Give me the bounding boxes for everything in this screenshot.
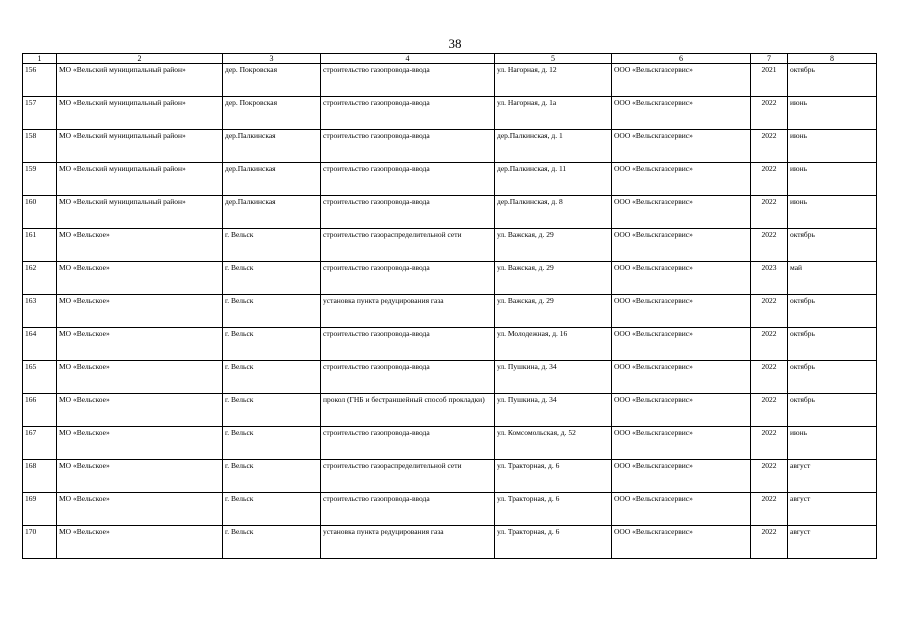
cell-month: октябрь	[788, 229, 877, 262]
cell-address: ул. Пушкина, д. 34	[495, 361, 612, 394]
cell-address: ул. Важская, д. 29	[495, 262, 612, 295]
cell-month: июнь	[788, 130, 877, 163]
cell-settlement: г. Вельск	[223, 427, 321, 460]
column-header-5: 5	[495, 54, 612, 64]
cell-address: ул. Пушкина, д. 34	[495, 394, 612, 427]
cell-address: ул. Тракторная, д. 6	[495, 460, 612, 493]
cell-address: дер.Палкинская, д. 11	[495, 163, 612, 196]
table-row	[23, 196, 877, 229]
cell-contractor: ООО «Вельскгазсервис»	[612, 526, 751, 559]
cell-month: август	[788, 460, 877, 493]
cell-settlement: г. Вельск	[223, 328, 321, 361]
cell-contractor: ООО «Вельскгазсервис»	[612, 262, 751, 295]
cell-municipality: МО «Вельское»	[57, 394, 223, 427]
table-row	[23, 493, 877, 526]
cell-settlement: г. Вельск	[223, 295, 321, 328]
cell-year: 2022	[751, 328, 788, 361]
cell-year: 2022	[751, 163, 788, 196]
cell-row-number: 162	[23, 262, 57, 295]
cell-month: август	[788, 526, 877, 559]
cell-month: июнь	[788, 163, 877, 196]
cell-row-number: 158	[23, 130, 57, 163]
cell-contractor: ООО «Вельскгазсервис»	[612, 163, 751, 196]
cell-month: июнь	[788, 196, 877, 229]
cell-address: ул. Нагорная, д. 12	[495, 64, 612, 97]
cell-row-number: 160	[23, 196, 57, 229]
cell-municipality: МО «Вельское»	[57, 427, 223, 460]
cell-contractor: ООО «Вельскгазсервис»	[612, 64, 751, 97]
page-number: 38	[448, 36, 462, 51]
table-row	[23, 361, 877, 394]
cell-address: ул. Тракторная, д. 6	[495, 526, 612, 559]
cell-address: ул. Молодежная, д. 16	[495, 328, 612, 361]
cell-contractor: ООО «Вельскгазсервис»	[612, 196, 751, 229]
header-row	[23, 54, 877, 64]
cell-month: октябрь	[788, 361, 877, 394]
cell-settlement: г. Вельск	[223, 262, 321, 295]
cell-year: 2021	[751, 64, 788, 97]
cell-year: 2022	[751, 427, 788, 460]
cell-month: октябрь	[788, 295, 877, 328]
cell-year: 2022	[751, 493, 788, 526]
cell-year: 2022	[751, 394, 788, 427]
cell-work-type: строительство газопровода-ввода	[321, 130, 495, 163]
table-row	[23, 64, 877, 97]
cell-row-number: 157	[23, 97, 57, 130]
column-header-8: 8	[788, 54, 877, 64]
cell-row-number: 165	[23, 361, 57, 394]
cell-work-type: строительство газораспределительной сети	[321, 229, 495, 262]
cell-settlement: г. Вельск	[223, 394, 321, 427]
cell-municipality: МО «Вельское»	[57, 229, 223, 262]
cell-municipality: МО «Вельское»	[57, 361, 223, 394]
table-row	[23, 328, 877, 361]
table-row	[23, 427, 877, 460]
table-row	[23, 97, 877, 130]
cell-month: июнь	[788, 97, 877, 130]
cell-contractor: ООО «Вельскгазсервис»	[612, 460, 751, 493]
cell-year: 2022	[751, 229, 788, 262]
cell-year: 2022	[751, 295, 788, 328]
cell-row-number: 159	[23, 163, 57, 196]
cell-settlement: г. Вельск	[223, 229, 321, 262]
cell-row-number: 164	[23, 328, 57, 361]
cell-year: 2022	[751, 97, 788, 130]
cell-municipality: МО «Вельское»	[57, 493, 223, 526]
cell-settlement: дер. Покровская	[223, 64, 321, 97]
cell-settlement: г. Вельск	[223, 493, 321, 526]
cell-month: июнь	[788, 427, 877, 460]
cell-work-type: строительство газопровода-ввода	[321, 196, 495, 229]
column-header-2: 2	[57, 54, 223, 64]
cell-address: ул. Важская, д. 29	[495, 229, 612, 262]
cell-contractor: ООО «Вельскгазсервис»	[612, 97, 751, 130]
cell-year: 2022	[751, 361, 788, 394]
cell-contractor: ООО «Вельскгазсервис»	[612, 229, 751, 262]
cell-row-number: 161	[23, 229, 57, 262]
table-row	[23, 130, 877, 163]
cell-month: октябрь	[788, 394, 877, 427]
table-row	[23, 460, 877, 493]
cell-work-type: строительство газораспределительной сети	[321, 460, 495, 493]
cell-row-number: 170	[23, 526, 57, 559]
cell-work-type: строительство газопровода-ввода	[321, 163, 495, 196]
cell-municipality: МО «Вельское»	[57, 262, 223, 295]
cell-work-type: прокол (ГНБ и бестраншейный способ прокладки)	[321, 394, 495, 427]
cell-work-type: строительство газопровода-ввода	[321, 262, 495, 295]
table-row	[23, 229, 877, 262]
cell-address: ул. Тракторная, д. 6	[495, 493, 612, 526]
cell-settlement: г. Вельск	[223, 460, 321, 493]
cell-municipality: МО «Вельское»	[57, 328, 223, 361]
cell-address: ул. Комсомольская, д. 52	[495, 427, 612, 460]
cell-address: дер.Палкинская, д. 1	[495, 130, 612, 163]
cell-contractor: ООО «Вельскгазсервис»	[612, 130, 751, 163]
table-row	[23, 262, 877, 295]
cell-settlement: г. Вельск	[223, 361, 321, 394]
cell-row-number: 169	[23, 493, 57, 526]
cell-row-number: 156	[23, 64, 57, 97]
table-row	[23, 526, 877, 559]
cell-municipality: МО «Вельское»	[57, 460, 223, 493]
cell-municipality: МО «Вельский муниципальный район»	[57, 196, 223, 229]
cell-contractor: ООО «Вельскгазсервис»	[612, 361, 751, 394]
cell-row-number: 166	[23, 394, 57, 427]
cell-work-type: установка пункта редуцирования газа	[321, 295, 495, 328]
cell-contractor: ООО «Вельскгазсервис»	[612, 427, 751, 460]
cell-address: ул. Нагорная, д. 1а	[495, 97, 612, 130]
cell-year: 2022	[751, 130, 788, 163]
cell-month: май	[788, 262, 877, 295]
gas-works-table	[22, 53, 877, 559]
cell-settlement: дер.Палкинская	[223, 130, 321, 163]
cell-work-type: строительство газопровода-ввода	[321, 64, 495, 97]
cell-work-type: строительство газопровода-ввода	[321, 361, 495, 394]
cell-contractor: ООО «Вельскгазсервис»	[612, 328, 751, 361]
cell-year: 2023	[751, 262, 788, 295]
cell-work-type: строительство газопровода-ввода	[321, 328, 495, 361]
cell-settlement: дер.Палкинская	[223, 163, 321, 196]
cell-municipality: МО «Вельский муниципальный район»	[57, 97, 223, 130]
cell-municipality: МО «Вельский муниципальный район»	[57, 64, 223, 97]
cell-work-type: строительство газопровода-ввода	[321, 97, 495, 130]
table-row	[23, 295, 877, 328]
cell-settlement: дер.Палкинская	[223, 196, 321, 229]
column-header-6: 6	[612, 54, 751, 64]
cell-row-number: 163	[23, 295, 57, 328]
cell-month: октябрь	[788, 328, 877, 361]
cell-work-type: строительство газопровода-ввода	[321, 427, 495, 460]
table-body	[23, 64, 877, 559]
cell-contractor: ООО «Вельскгазсервис»	[612, 493, 751, 526]
column-header-3: 3	[223, 54, 321, 64]
cell-month: октябрь	[788, 64, 877, 97]
cell-year: 2022	[751, 460, 788, 493]
cell-year: 2022	[751, 196, 788, 229]
column-header-4: 4	[321, 54, 495, 64]
column-header-1: 1	[23, 54, 57, 64]
cell-row-number: 168	[23, 460, 57, 493]
cell-contractor: ООО «Вельскгазсервис»	[612, 394, 751, 427]
cell-municipality: МО «Вельское»	[57, 526, 223, 559]
cell-address: дер.Палкинская, д. 8	[495, 196, 612, 229]
cell-work-type: строительство газопровода-ввода	[321, 493, 495, 526]
column-header-7: 7	[751, 54, 788, 64]
cell-contractor: ООО «Вельскгазсервис»	[612, 295, 751, 328]
cell-address: ул. Важская, д. 29	[495, 295, 612, 328]
cell-work-type: установка пункта редуцирования газа	[321, 526, 495, 559]
cell-settlement: дер. Покровская	[223, 97, 321, 130]
cell-municipality: МО «Вельское»	[57, 295, 223, 328]
table-row	[23, 394, 877, 427]
cell-year: 2022	[751, 526, 788, 559]
table-row	[23, 163, 877, 196]
cell-row-number: 167	[23, 427, 57, 460]
cell-municipality: МО «Вельский муниципальный район»	[57, 163, 223, 196]
cell-month: август	[788, 493, 877, 526]
cell-municipality: МО «Вельский муниципальный район»	[57, 130, 223, 163]
cell-settlement: г. Вельск	[223, 526, 321, 559]
